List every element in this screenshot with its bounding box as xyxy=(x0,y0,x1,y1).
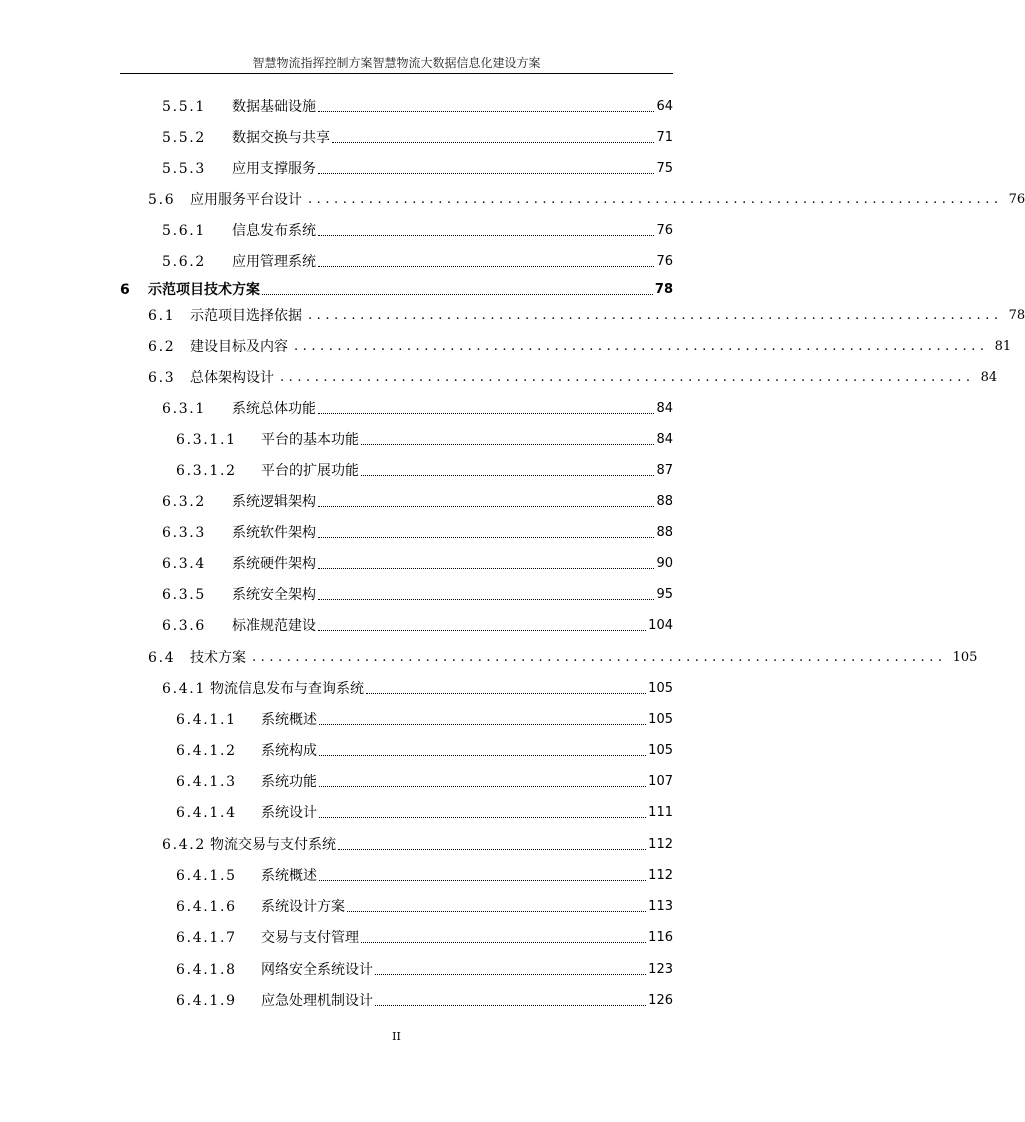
toc-entry-page: 71 xyxy=(656,130,673,145)
dot-leader xyxy=(361,475,654,476)
toc-entry-page: 78 xyxy=(654,282,673,297)
dot-leader xyxy=(318,630,646,631)
header-rule xyxy=(120,73,673,74)
toc-entry-number: 6.4.1.4 xyxy=(176,805,237,821)
toc-entry[interactable] xyxy=(176,896,673,916)
toc-entry[interactable] xyxy=(148,647,978,667)
dot-leader xyxy=(319,724,646,725)
toc-entry-page: 84 xyxy=(656,432,673,447)
dot-leader xyxy=(318,266,654,267)
page-number: II xyxy=(392,1030,401,1043)
toc-entry-number: 6.4.1 xyxy=(162,681,207,697)
toc-entry[interactable] xyxy=(162,522,673,542)
dot-leader: ................................................................................ xyxy=(308,308,1003,323)
toc-entry-title: 系统构成 xyxy=(261,743,317,759)
toc-entry[interactable] xyxy=(176,771,673,791)
dot-leader: ................................................................................ xyxy=(280,370,975,385)
toc-entry-number: 6.4.1.7 xyxy=(176,930,237,946)
toc-entry-title: 平台的扩展功能 xyxy=(261,463,359,479)
toc-entry[interactable] xyxy=(176,429,673,449)
toc-entry-number: 5.5.1 xyxy=(162,99,207,115)
toc-entry-number: 6 xyxy=(120,282,130,298)
toc-entry[interactable] xyxy=(148,367,998,387)
toc-entry-page: 88 xyxy=(656,525,673,540)
toc-entry-page: 88 xyxy=(656,494,673,509)
toc-entry-number: 6.3.6 xyxy=(162,618,207,634)
toc-entry-page: 87 xyxy=(656,463,673,478)
dot-leader xyxy=(332,142,654,143)
toc-entry[interactable] xyxy=(176,460,673,480)
dot-leader xyxy=(375,974,646,975)
toc-entry-number: 6.3.1.2 xyxy=(176,463,237,479)
toc-entry-page: 112 xyxy=(648,837,673,852)
toc-entry[interactable] xyxy=(176,990,673,1010)
dot-leader xyxy=(318,173,654,174)
toc-entry-number: 5.6 xyxy=(148,192,176,208)
dot-leader: ................................................................................ xyxy=(294,339,989,354)
toc-entry-title: 示范项目技术方案 xyxy=(148,282,260,298)
toc-entry-title: 建设目标及内容 xyxy=(190,339,288,355)
toc-entry-number: 6.3.1.1 xyxy=(176,432,237,448)
toc-entry-number: 6.3.5 xyxy=(162,587,207,603)
toc-entry-number: 6.4.1.8 xyxy=(176,962,237,978)
toc-entry-title: 应用管理系统 xyxy=(232,254,316,270)
toc-entry-title: 标准规范建设 xyxy=(232,618,316,634)
toc-entry[interactable] xyxy=(176,740,673,760)
toc-entry-title: 应急处理机制设计 xyxy=(261,993,373,1009)
toc-entry-title: 系统设计 xyxy=(261,805,317,821)
toc-entry-number: 6.4.1.1 xyxy=(176,712,237,728)
toc-entry-page: 78 xyxy=(1008,308,1025,323)
toc-entry-title: 平台的基本功能 xyxy=(261,432,359,448)
toc-entry[interactable] xyxy=(162,398,673,418)
toc-entry-page: 123 xyxy=(648,962,673,977)
toc-entry-title: 技术方案 xyxy=(190,650,246,666)
dot-leader xyxy=(361,444,654,445)
toc-entry-page: 105 xyxy=(648,712,673,727)
dot-leader xyxy=(318,235,654,236)
toc-entry-number: 6.4.1.9 xyxy=(176,993,237,1009)
toc-entry-title: 系统硬件架构 xyxy=(232,556,316,572)
toc-entry-number: 6.4.1.3 xyxy=(176,774,237,790)
toc-entry[interactable] xyxy=(120,279,673,299)
toc-entry-page: 111 xyxy=(648,805,673,820)
toc-entry[interactable] xyxy=(176,927,673,947)
toc-entry-title: 信息发布系统 xyxy=(232,223,316,239)
toc-entry-title: 系统软件架构 xyxy=(232,525,316,541)
dot-leader xyxy=(318,413,654,414)
running-header: 智慧物流指挥控制方案智慧物流大数据信息化建设方案 xyxy=(252,56,541,70)
toc-entry-page: 112 xyxy=(648,868,673,883)
toc-entry-page: 84 xyxy=(656,401,673,416)
toc-entry-page: 107 xyxy=(648,774,673,789)
dot-leader xyxy=(319,880,646,881)
dot-leader xyxy=(262,294,653,295)
toc-entry-title: 系统概述 xyxy=(261,868,317,884)
toc-entry-title: 系统设计方案 xyxy=(261,899,345,915)
dot-leader xyxy=(319,817,646,818)
dot-leader xyxy=(318,111,654,112)
toc-entry[interactable] xyxy=(162,251,673,271)
toc-entry-title: 物流信息发布与查询系统 xyxy=(210,681,364,697)
toc-entry[interactable] xyxy=(162,220,673,240)
dot-leader xyxy=(318,537,654,538)
toc-entry-title: 物流交易与支付系统 xyxy=(210,837,336,853)
toc-entry-page: 76 xyxy=(656,254,673,269)
toc-entry-number: 6.3.1 xyxy=(162,401,207,417)
toc-entry-page: 126 xyxy=(648,993,673,1008)
toc-entry[interactable] xyxy=(162,584,673,604)
toc-entry[interactable] xyxy=(162,491,673,511)
toc-entry-number: 6.4.2 xyxy=(162,837,207,853)
toc-entry[interactable] xyxy=(176,802,673,822)
toc-entry-page: 105 xyxy=(648,743,673,758)
toc-entry[interactable] xyxy=(162,834,673,854)
toc-entry-number: 6.4 xyxy=(148,650,176,666)
toc-entry-number: 6.4.1.6 xyxy=(176,899,237,915)
toc-entry[interactable] xyxy=(176,865,673,885)
toc-entry-page: 90 xyxy=(656,556,673,571)
toc-entry-number: 6.3 xyxy=(148,370,176,386)
dot-leader xyxy=(338,849,646,850)
toc-entry[interactable] xyxy=(162,127,673,147)
toc-entry-number: 6.3.3 xyxy=(162,525,207,541)
toc-entry-number: 6.2 xyxy=(148,339,176,355)
toc-entry-number: 5.5.2 xyxy=(162,130,207,146)
toc-entry-title: 系统安全架构 xyxy=(232,587,316,603)
dot-leader xyxy=(366,693,646,694)
toc-entry-page: 75 xyxy=(656,161,673,176)
toc-entry-page: 104 xyxy=(648,618,673,633)
toc-entry-title: 系统逻辑架构 xyxy=(232,494,316,510)
toc-entry-page: 105 xyxy=(952,650,978,665)
dot-leader xyxy=(319,786,646,787)
toc-entry-number: 5.6.2 xyxy=(162,254,207,270)
toc-entry[interactable] xyxy=(162,615,673,635)
toc-entry[interactable] xyxy=(162,678,673,698)
toc-entry-title: 示范项目选择依据 xyxy=(190,308,302,324)
toc-entry-title: 系统功能 xyxy=(261,774,317,790)
toc-entry-number: 6.1 xyxy=(148,308,176,324)
toc-entry-number: 5.5.3 xyxy=(162,161,207,177)
dot-leader xyxy=(361,942,646,943)
toc-entry-page: 105 xyxy=(648,681,673,696)
toc-entry-title: 交易与支付管理 xyxy=(261,930,359,946)
dot-leader: ................................................................................ xyxy=(252,650,947,665)
dot-leader xyxy=(375,1005,646,1006)
toc-entry-number: 6.3.4 xyxy=(162,556,207,572)
toc-entry-page: 76 xyxy=(656,223,673,238)
dot-leader xyxy=(318,506,654,507)
toc-entry-page: 76 xyxy=(1008,192,1025,207)
toc-entry-page: 81 xyxy=(994,339,1012,354)
toc-entry[interactable] xyxy=(162,553,673,573)
toc-entry-page: 116 xyxy=(648,930,673,945)
toc-entry-page: 84 xyxy=(980,370,998,385)
toc-entry-number: 6.3.2 xyxy=(162,494,207,510)
toc-entry-page: 64 xyxy=(656,99,673,114)
dot-leader xyxy=(318,568,654,569)
dot-leader: ................................................................................ xyxy=(308,192,1003,207)
dot-leader xyxy=(347,911,646,912)
dot-leader xyxy=(319,755,646,756)
toc-entry[interactable] xyxy=(162,158,673,178)
toc-entry-page: 113 xyxy=(648,899,673,914)
toc-entry[interactable] xyxy=(148,305,1025,325)
toc-entry-title: 网络安全系统设计 xyxy=(261,962,373,978)
toc-entry[interactable] xyxy=(148,189,1025,209)
toc-entry[interactable] xyxy=(148,336,1012,356)
toc-entry[interactable] xyxy=(176,709,673,729)
toc-entry-number: 6.4.1.5 xyxy=(176,868,237,884)
toc-entry-title: 应用支撑服务 xyxy=(232,161,316,177)
dot-leader xyxy=(318,599,654,600)
toc-entry-title: 总体架构设计 xyxy=(190,370,274,386)
toc-entry[interactable] xyxy=(176,959,673,979)
toc-entry-number: 5.6.1 xyxy=(162,223,207,239)
toc-entry-title: 系统总体功能 xyxy=(232,401,316,417)
toc-entry-title: 应用服务平台设计 xyxy=(190,192,302,208)
toc-entry-page: 95 xyxy=(656,587,673,602)
toc-entry-title: 数据交换与共享 xyxy=(232,130,330,146)
toc-entry-number: 6.4.1.2 xyxy=(176,743,237,759)
toc-entry-title: 系统概述 xyxy=(261,712,317,728)
toc-entry-title: 数据基础设施 xyxy=(232,99,316,115)
toc-entry[interactable] xyxy=(162,96,673,116)
